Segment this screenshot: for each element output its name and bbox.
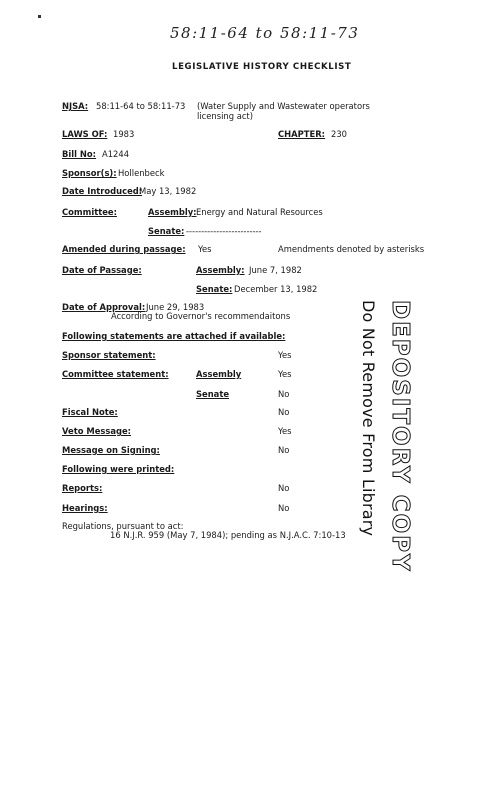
committee-statement-senate-label: Senate xyxy=(196,389,230,399)
fiscal-note-label: Fiscal Note: xyxy=(62,407,118,417)
following-printed-heading: Following were printed: xyxy=(62,464,175,474)
sponsors-value: Hollenbeck xyxy=(118,168,165,178)
following-attached-heading: Following statements are attached if available: xyxy=(62,331,286,341)
passage-senate-value: December 13, 1982 xyxy=(234,284,318,294)
njsa-description-line1: (Water Supply and Wastewater operators xyxy=(197,101,370,111)
njsa-value: 58:11-64 to 58:11-73 xyxy=(96,101,186,111)
amended-label: Amended during passage: xyxy=(62,244,186,254)
stamp-do-not-remove: Do Not Remove From Library xyxy=(359,300,378,537)
njsa-description-line2: licensing act) xyxy=(197,111,253,121)
regulations-label: Regulations, pursuant to act: xyxy=(62,521,184,531)
date-of-approval-label: Date of Approval: xyxy=(62,302,146,312)
chapter-label: CHAPTER: xyxy=(278,129,326,139)
laws-of-label: LAWS OF: xyxy=(62,129,108,139)
stamp-depository-copy: DEPOSITORY COPY xyxy=(387,300,413,573)
date-introduced-label: Date Introduced: xyxy=(62,186,143,196)
passage-assembly-value: June 7, 1982 xyxy=(249,265,302,275)
committee-senate-label: Senate: xyxy=(148,226,185,236)
passage-senate-label: Senate: xyxy=(196,284,233,294)
committee-assembly-label: Assembly: xyxy=(148,207,197,217)
sponsor-statement-value: Yes xyxy=(278,350,292,360)
committee-statement-senate-value: No xyxy=(278,389,290,399)
sponsors-label: Sponsor(s): xyxy=(62,168,117,178)
regulations-value: 16 N.J.R. 959 (May 7, 1984); pending as N.J.A.C. 7:10-13 xyxy=(110,530,346,540)
date-of-passage-label: Date of Passage: xyxy=(62,265,142,275)
reports-value: No xyxy=(278,483,290,493)
committee-statement-label: Committee statement: xyxy=(62,369,169,379)
committee-senate-value: ------------------------- xyxy=(186,226,262,236)
veto-message-label: Veto Message: xyxy=(62,426,132,436)
scan-speck xyxy=(38,15,41,18)
date-of-approval-value: June 29, 1983 xyxy=(146,302,205,312)
committee-assembly-value: Energy and Natural Resources xyxy=(196,207,323,217)
laws-of-value: 1983 xyxy=(113,129,135,139)
bill-no-label: Bill No: xyxy=(62,149,97,159)
date-of-approval-note: According to Governor's recommendaitons xyxy=(111,311,291,321)
chapter-value: 230 xyxy=(331,129,347,139)
committee-label: Committee: xyxy=(62,207,117,217)
hearings-value: No xyxy=(278,503,290,513)
sponsor-statement-label: Sponsor statement: xyxy=(62,350,156,360)
amended-note: Amendments denoted by asterisks xyxy=(278,244,425,254)
committee-statement-assembly-value: Yes xyxy=(278,369,292,379)
page-title: LEGISLATIVE HISTORY CHECKLIST xyxy=(172,62,352,72)
hearings-label: Hearings: xyxy=(62,503,108,513)
fiscal-note-value: No xyxy=(278,407,290,417)
veto-message-value: Yes xyxy=(278,426,292,436)
reports-label: Reports: xyxy=(62,483,103,493)
passage-assembly-label: Assembly: xyxy=(196,265,245,275)
date-introduced-value: May 13, 1982 xyxy=(139,186,197,196)
amended-value: Yes xyxy=(198,244,212,254)
bill-no-value: A1244 xyxy=(102,149,130,159)
message-on-signing-label: Message on Signing: xyxy=(62,445,160,455)
depository-stamp xyxy=(338,298,418,573)
committee-statement-assembly-label: Assembly xyxy=(196,369,242,379)
handwritten-statute-range: 58:11-64 to 58:11-73 xyxy=(170,24,360,42)
njsa-label: NJSA: xyxy=(62,101,89,111)
message-on-signing-value: No xyxy=(278,445,290,455)
